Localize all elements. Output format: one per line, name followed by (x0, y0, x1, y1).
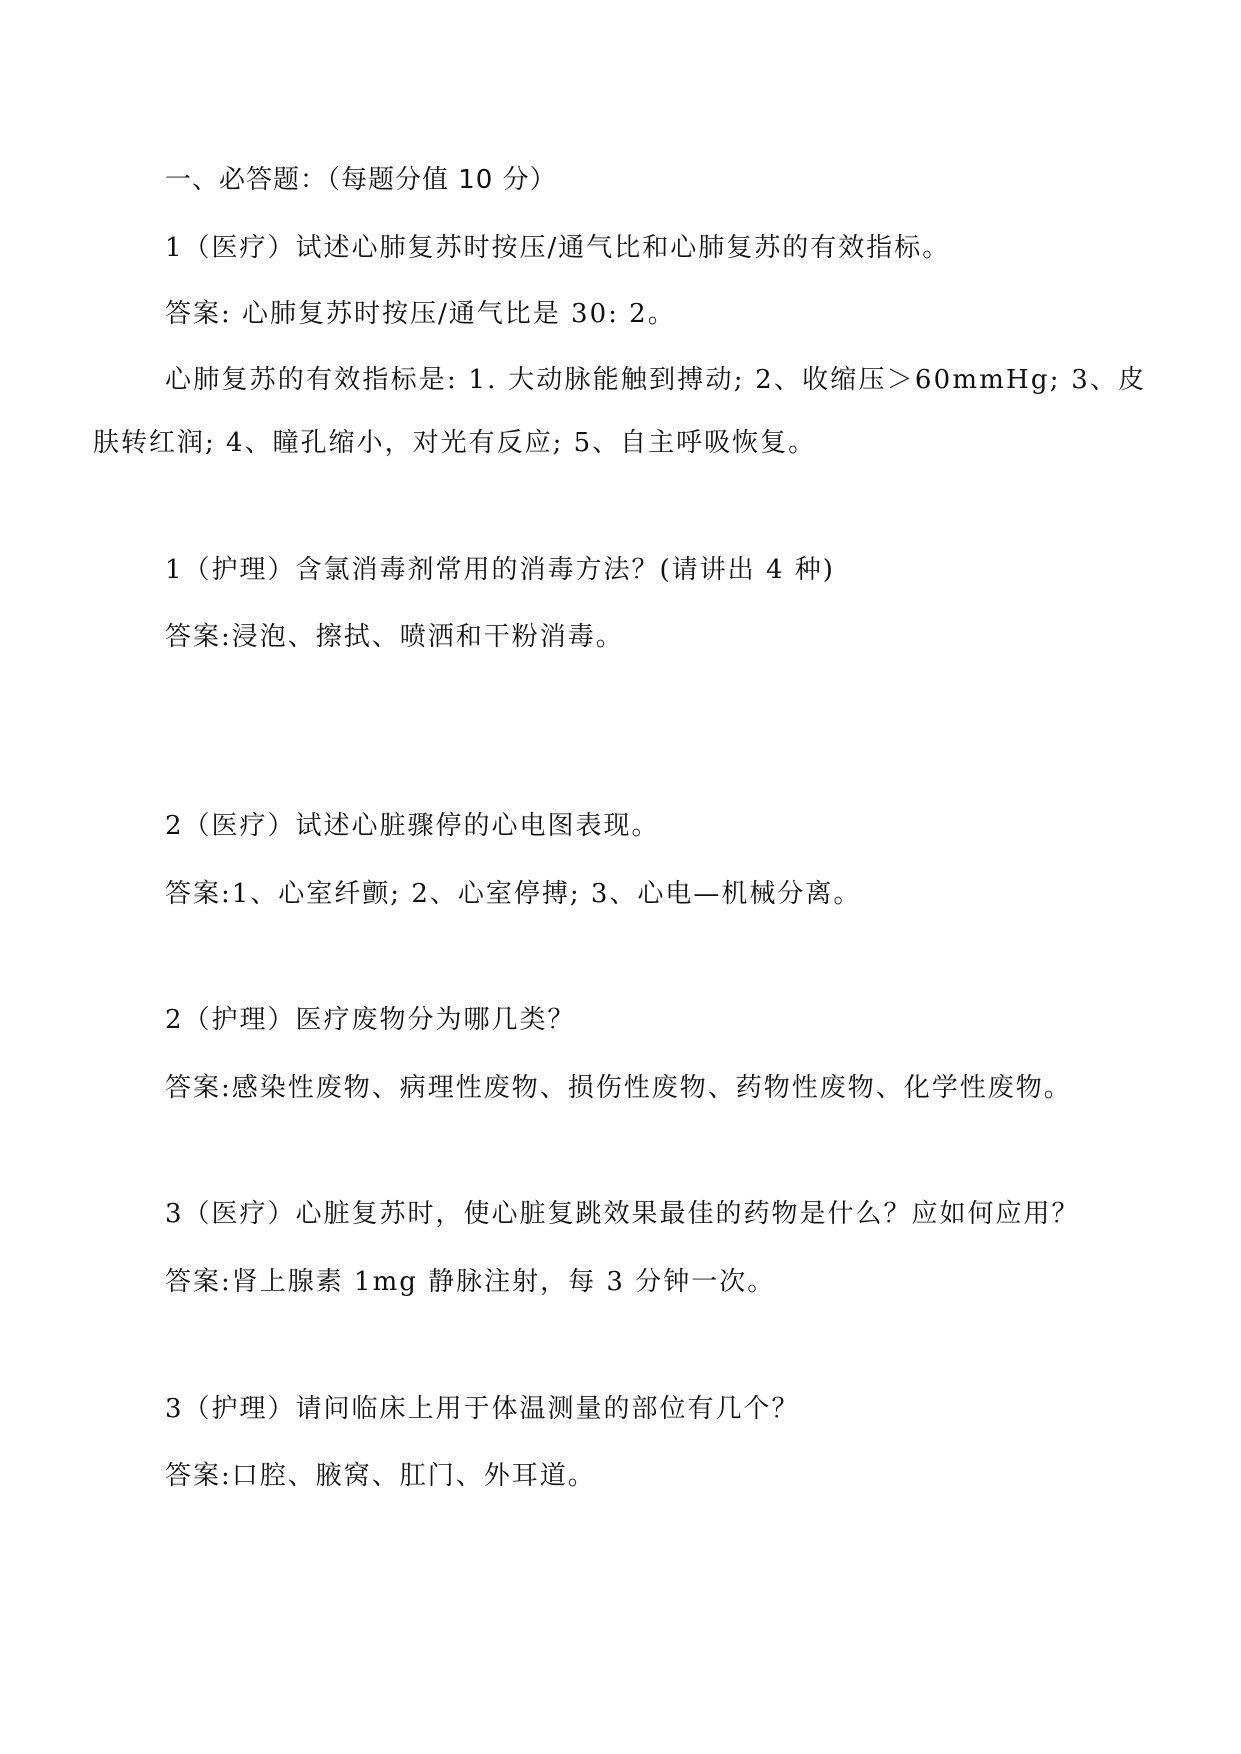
answer-1-medical-ratio: 答案: 心肺复苏时按压/通气比是 30: 2。 (165, 299, 676, 329)
question-3-nursing: 3（护理）请问临床上用于体温测量的部位有几个？ (165, 1394, 800, 1424)
question-2-nursing: 2（护理）医疗废物分为哪几类？ (165, 1005, 576, 1035)
answer-1-nursing: 答案:浸泡、擦拭、喷洒和干粉消毒。 (165, 622, 624, 652)
answer-1-medical-indicators-cont: 肤转红润; 4、瞳孔缩小，对光有反应; 5、自主呼吸恢复。 (93, 428, 817, 458)
answer-3-nursing: 答案:口腔、腋窝、肛门、外耳道。 (165, 1461, 596, 1491)
answer-2-nursing: 答案:感染性废物、病理性废物、损伤性废物、药物性废物、化学性废物。 (165, 1073, 1072, 1103)
question-1-nursing: 1（护理）含氯消毒剂常用的消毒方法？(请讲出 4 种) (165, 555, 835, 585)
answer-1-medical-indicators: 心肺复苏的有效指标是: 1. 大动脉能触到搏动; 2、收缩压＞60mmHg; 3、皮 (165, 365, 1147, 395)
question-2-medical: 2（医疗）试述心脏骤停的心电图表现。 (165, 811, 660, 841)
question-1-medical: 1（医疗）试述心肺复苏时按压/通气比和心肺复苏的有效指标。 (165, 233, 951, 263)
question-3-medical: 3（医疗）心脏复苏时，使心脏复跳效果最佳的药物是什么？应如何应用？ (165, 1199, 1080, 1229)
answer-3-medical: 答案:肾上腺素 1mg 静脉注射，每 3 分钟一次。 (165, 1267, 776, 1297)
section-heading: 一、必答题：（每题分值 10 分） (165, 165, 557, 195)
answer-2-medical: 答案:1、心室纤颤; 2、心室停搏; 3、心电—机械分离。 (165, 879, 862, 909)
